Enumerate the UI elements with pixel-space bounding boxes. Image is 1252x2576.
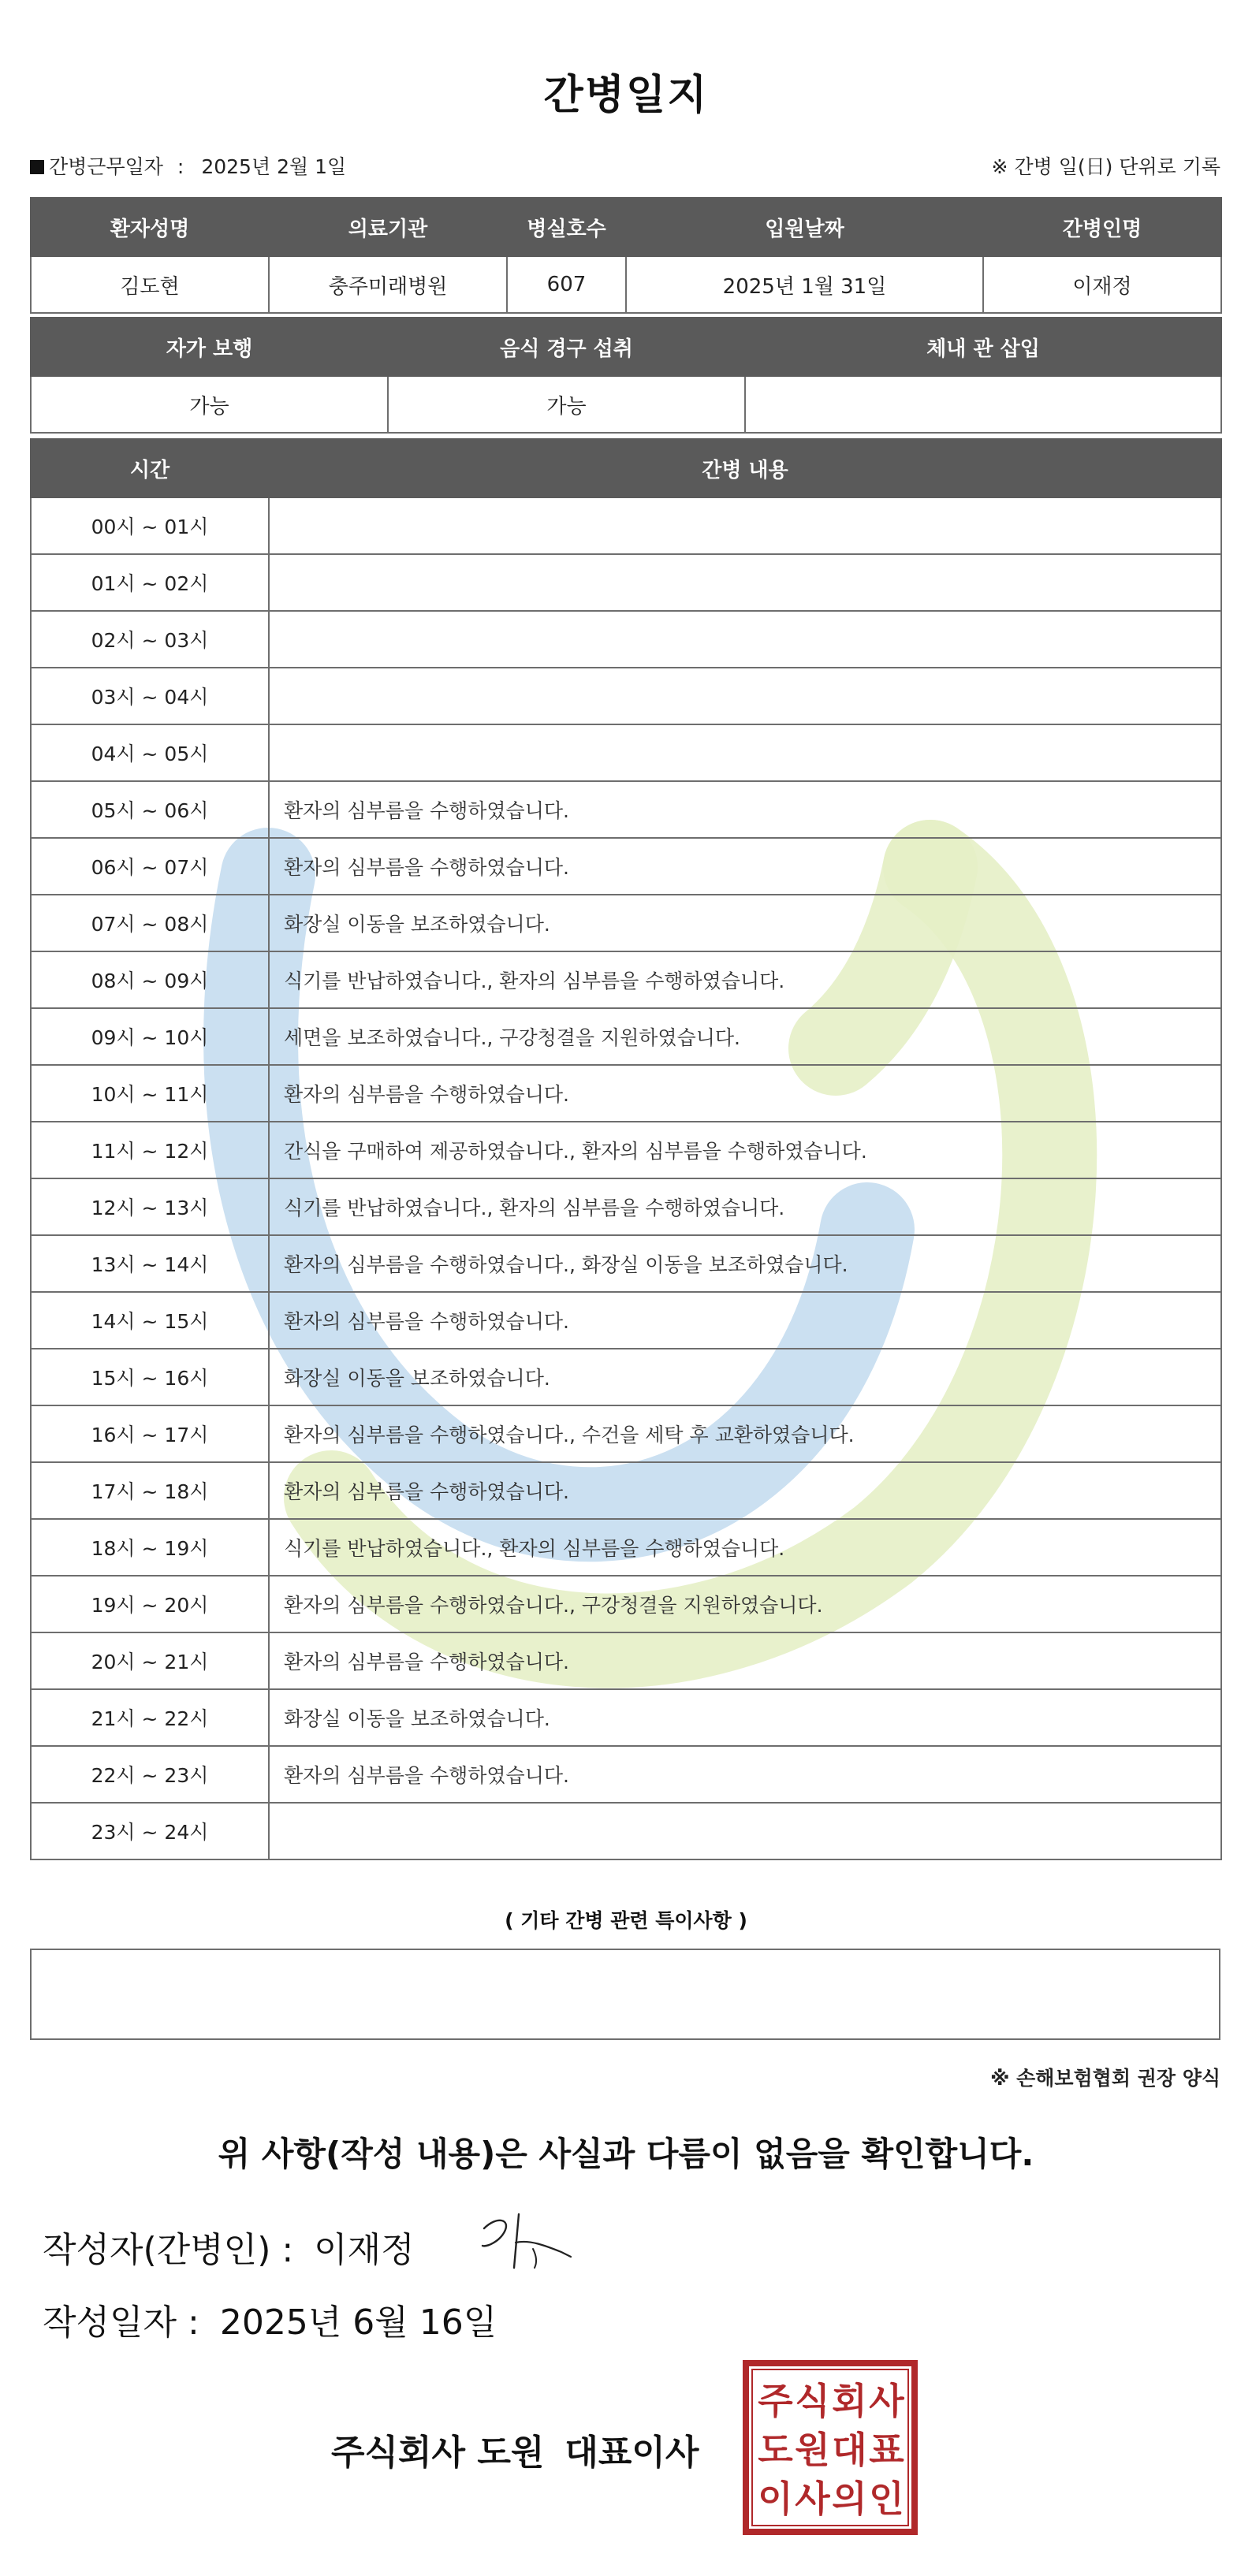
- header-patient-name: 환자성명: [31, 198, 269, 256]
- ability-table: [30, 317, 1222, 434]
- log-time: 14시 ~ 15시: [31, 1292, 269, 1349]
- log-time: 15시 ~ 16시: [31, 1349, 269, 1405]
- work-date-value: 2025년 2월 1일: [201, 155, 347, 178]
- log-row: [31, 724, 1221, 781]
- log-row: [31, 1292, 1221, 1349]
- log-row: [31, 554, 1221, 611]
- log-time: 02시 ~ 03시: [31, 611, 269, 668]
- log-content: 식기를 반납하였습니다., 환자의 심부름을 수행하였습니다.: [269, 1178, 1221, 1235]
- seal-char: 주: [758, 2380, 793, 2422]
- log-content: 환자의 심부름을 수행하였습니다., 구강청결을 지원하였습니다.: [269, 1576, 1221, 1632]
- confirmation-statement: 위 사항(작성 내용)은 사실과 다름이 없음을 확인합니다.: [218, 2135, 1034, 2173]
- log-content: 간식을 구매하여 제공하였습니다., 환자의 심부름을 수행하였습니다.: [269, 1122, 1221, 1178]
- log-content: 환자의 심부름을 수행하였습니다.: [269, 838, 1221, 895]
- log-content: 환자의 심부름을 수행하였습니다., 수건을 세탁 후 교환하였습니다.: [269, 1405, 1221, 1462]
- room-number: 607: [507, 256, 626, 313]
- log-content: 식기를 반납하였습니다., 환자의 심부름을 수행하였습니다.: [269, 951, 1221, 1008]
- log-content: 화장실 이동을 보조하였습니다.: [269, 1689, 1221, 1746]
- unit-note: ※ 간병 일(日) 단위로 기록: [991, 155, 1220, 178]
- writer-label: 작성자(간병인) :: [43, 2230, 294, 2270]
- log-header-row: [31, 439, 1221, 497]
- patient-info-table: [30, 197, 1222, 314]
- square-bullet-icon: [30, 160, 44, 174]
- seal-char: 식: [795, 2380, 830, 2422]
- self-walking-value: 가능: [31, 376, 388, 433]
- log-row: [31, 1576, 1221, 1632]
- log-row: [31, 1235, 1221, 1292]
- company-line: [331, 2424, 699, 2474]
- log-row: [31, 1519, 1221, 1576]
- company-name: 주식회사 도원: [331, 2433, 545, 2473]
- writer-name: 이재정: [314, 2230, 415, 2270]
- log-time: 05시 ~ 06시: [31, 781, 269, 838]
- log-time: 13시 ~ 14시: [31, 1235, 269, 1292]
- seal-char: 회: [832, 2380, 867, 2422]
- log-time: 06시 ~ 07시: [31, 838, 269, 895]
- log-time: 11시 ~ 12시: [31, 1122, 269, 1178]
- seal-char: 표: [869, 2429, 904, 2471]
- log-time: 12시 ~ 13시: [31, 1178, 269, 1235]
- log-time: 23시 ~ 24시: [31, 1803, 269, 1859]
- log-content: [269, 668, 1221, 724]
- log-time: 08시 ~ 09시: [31, 951, 269, 1008]
- log-content: 환자의 심부름을 수행하였습니다.: [269, 781, 1221, 838]
- log-row: [31, 1689, 1221, 1746]
- seal-char: 사: [795, 2477, 830, 2520]
- log-time: 16시 ~ 17시: [31, 1405, 269, 1462]
- form-source-note: ※ 손해보험협회 권장 양식: [990, 2067, 1220, 2090]
- log-row: [31, 1632, 1221, 1689]
- header-caregiver: 간병인명: [983, 198, 1221, 256]
- log-time: 01시 ~ 02시: [31, 554, 269, 611]
- log-content: 식기를 반납하였습니다., 환자의 심부름을 수행하였습니다.: [269, 1519, 1221, 1576]
- log-content: [269, 554, 1221, 611]
- log-content: 환자의 심부름을 수행하였습니다., 화장실 이동을 보조하였습니다.: [269, 1235, 1221, 1292]
- seal-characters: [758, 2380, 904, 2520]
- log-time: 04시 ~ 05시: [31, 724, 269, 781]
- written-date-label: 작성일자 :: [43, 2302, 199, 2343]
- header-care-content: 간병 내용: [269, 439, 1221, 497]
- log-time: 22시 ~ 23시: [31, 1746, 269, 1803]
- log-time: 18시 ~ 19시: [31, 1519, 269, 1576]
- log-time: 07시 ~ 08시: [31, 895, 269, 951]
- log-time: 20시 ~ 21시: [31, 1632, 269, 1689]
- log-content: [269, 724, 1221, 781]
- seal-char: 대: [832, 2429, 867, 2471]
- seal-char: 이: [758, 2477, 793, 2520]
- work-date-separator: :: [177, 155, 184, 178]
- notes-title: ( 기타 간병 관련 특이사항 ): [505, 1909, 747, 1932]
- log-content: 환자의 심부름을 수행하였습니다.: [269, 1632, 1221, 1689]
- log-content: 화장실 이동을 보조하였습니다.: [269, 1349, 1221, 1405]
- log-time: 09시 ~ 10시: [31, 1008, 269, 1065]
- document-title: 간병일지: [543, 72, 709, 119]
- ability-header-row: [31, 318, 1221, 376]
- log-time: 17시 ~ 18시: [31, 1462, 269, 1519]
- seal-char: 원: [795, 2429, 830, 2471]
- writer-line: [43, 2221, 415, 2272]
- header-tube-insertion: 체내 관 삽입: [745, 318, 1221, 376]
- log-row: [31, 838, 1221, 895]
- log-row: [31, 668, 1221, 724]
- log-content: 세면을 보조하였습니다., 구강청결을 지원하였습니다.: [269, 1008, 1221, 1065]
- handwritten-signature: [473, 2211, 576, 2274]
- log-time: 21시 ~ 22시: [31, 1689, 269, 1746]
- patient-name: 김도현: [31, 256, 269, 313]
- ability-value-row: [31, 376, 1221, 433]
- hourly-log-table: [30, 438, 1222, 1860]
- seal-char: 의: [832, 2477, 867, 2520]
- header-time: 시간: [31, 439, 269, 497]
- log-row: [31, 1746, 1221, 1803]
- log-content: 화장실 이동을 보조하였습니다.: [269, 895, 1221, 951]
- work-date: [30, 151, 346, 180]
- log-row: [31, 1008, 1221, 1065]
- notes-box: [30, 1949, 1220, 2040]
- written-date-value: 2025년 6월 16일: [219, 2302, 497, 2343]
- log-row: [31, 781, 1221, 838]
- company-seal: [741, 2358, 919, 2537]
- log-content: [269, 497, 1221, 554]
- log-content: [269, 611, 1221, 668]
- work-date-row: [30, 151, 1220, 183]
- log-time: 03시 ~ 04시: [31, 668, 269, 724]
- log-row: [31, 1462, 1221, 1519]
- work-date-label: 간병근무일자: [49, 155, 163, 178]
- tube-insertion-value: [745, 376, 1221, 433]
- log-row: [31, 1122, 1221, 1178]
- header-self-walking: 자가 보행: [31, 318, 388, 376]
- header-hospital: 의료기관: [269, 198, 507, 256]
- patient-header-row: [31, 198, 1221, 256]
- log-content: 환자의 심부름을 수행하였습니다.: [269, 1746, 1221, 1803]
- log-row: [31, 1065, 1221, 1122]
- log-content: [269, 1803, 1221, 1859]
- header-room: 병실호수: [507, 198, 626, 256]
- log-row: [31, 1178, 1221, 1235]
- seal-char: 도: [758, 2429, 793, 2471]
- log-row: [31, 1405, 1221, 1462]
- log-row: [31, 497, 1221, 554]
- hospital-name: 충주미래병원: [269, 256, 507, 313]
- log-time: 19시 ~ 20시: [31, 1576, 269, 1632]
- log-row: [31, 895, 1221, 951]
- log-row: [31, 611, 1221, 668]
- log-row: [31, 1803, 1221, 1859]
- log-body: [31, 497, 1221, 1859]
- admission-date: 2025년 1월 31일: [626, 256, 983, 313]
- log-row: [31, 951, 1221, 1008]
- log-content: 환자의 심부름을 수행하였습니다.: [269, 1292, 1221, 1349]
- oral-intake-value: 가능: [388, 376, 745, 433]
- seal-char: 사: [869, 2380, 904, 2422]
- log-content: 환자의 심부름을 수행하였습니다.: [269, 1065, 1221, 1122]
- company-title: 대표이사: [565, 2433, 699, 2473]
- log-time: 10시 ~ 11시: [31, 1065, 269, 1122]
- log-time: 00시 ~ 01시: [31, 497, 269, 554]
- log-row: [31, 1349, 1221, 1405]
- header-admission-date: 입원날짜: [626, 198, 983, 256]
- seal-char: 인: [869, 2477, 904, 2520]
- caregiver-name: 이재정: [983, 256, 1221, 313]
- written-date-line: [43, 2294, 497, 2344]
- log-content: 환자의 심부름을 수행하였습니다.: [269, 1462, 1221, 1519]
- patient-value-row: [31, 256, 1221, 313]
- header-oral-intake: 음식 경구 섭취: [388, 318, 745, 376]
